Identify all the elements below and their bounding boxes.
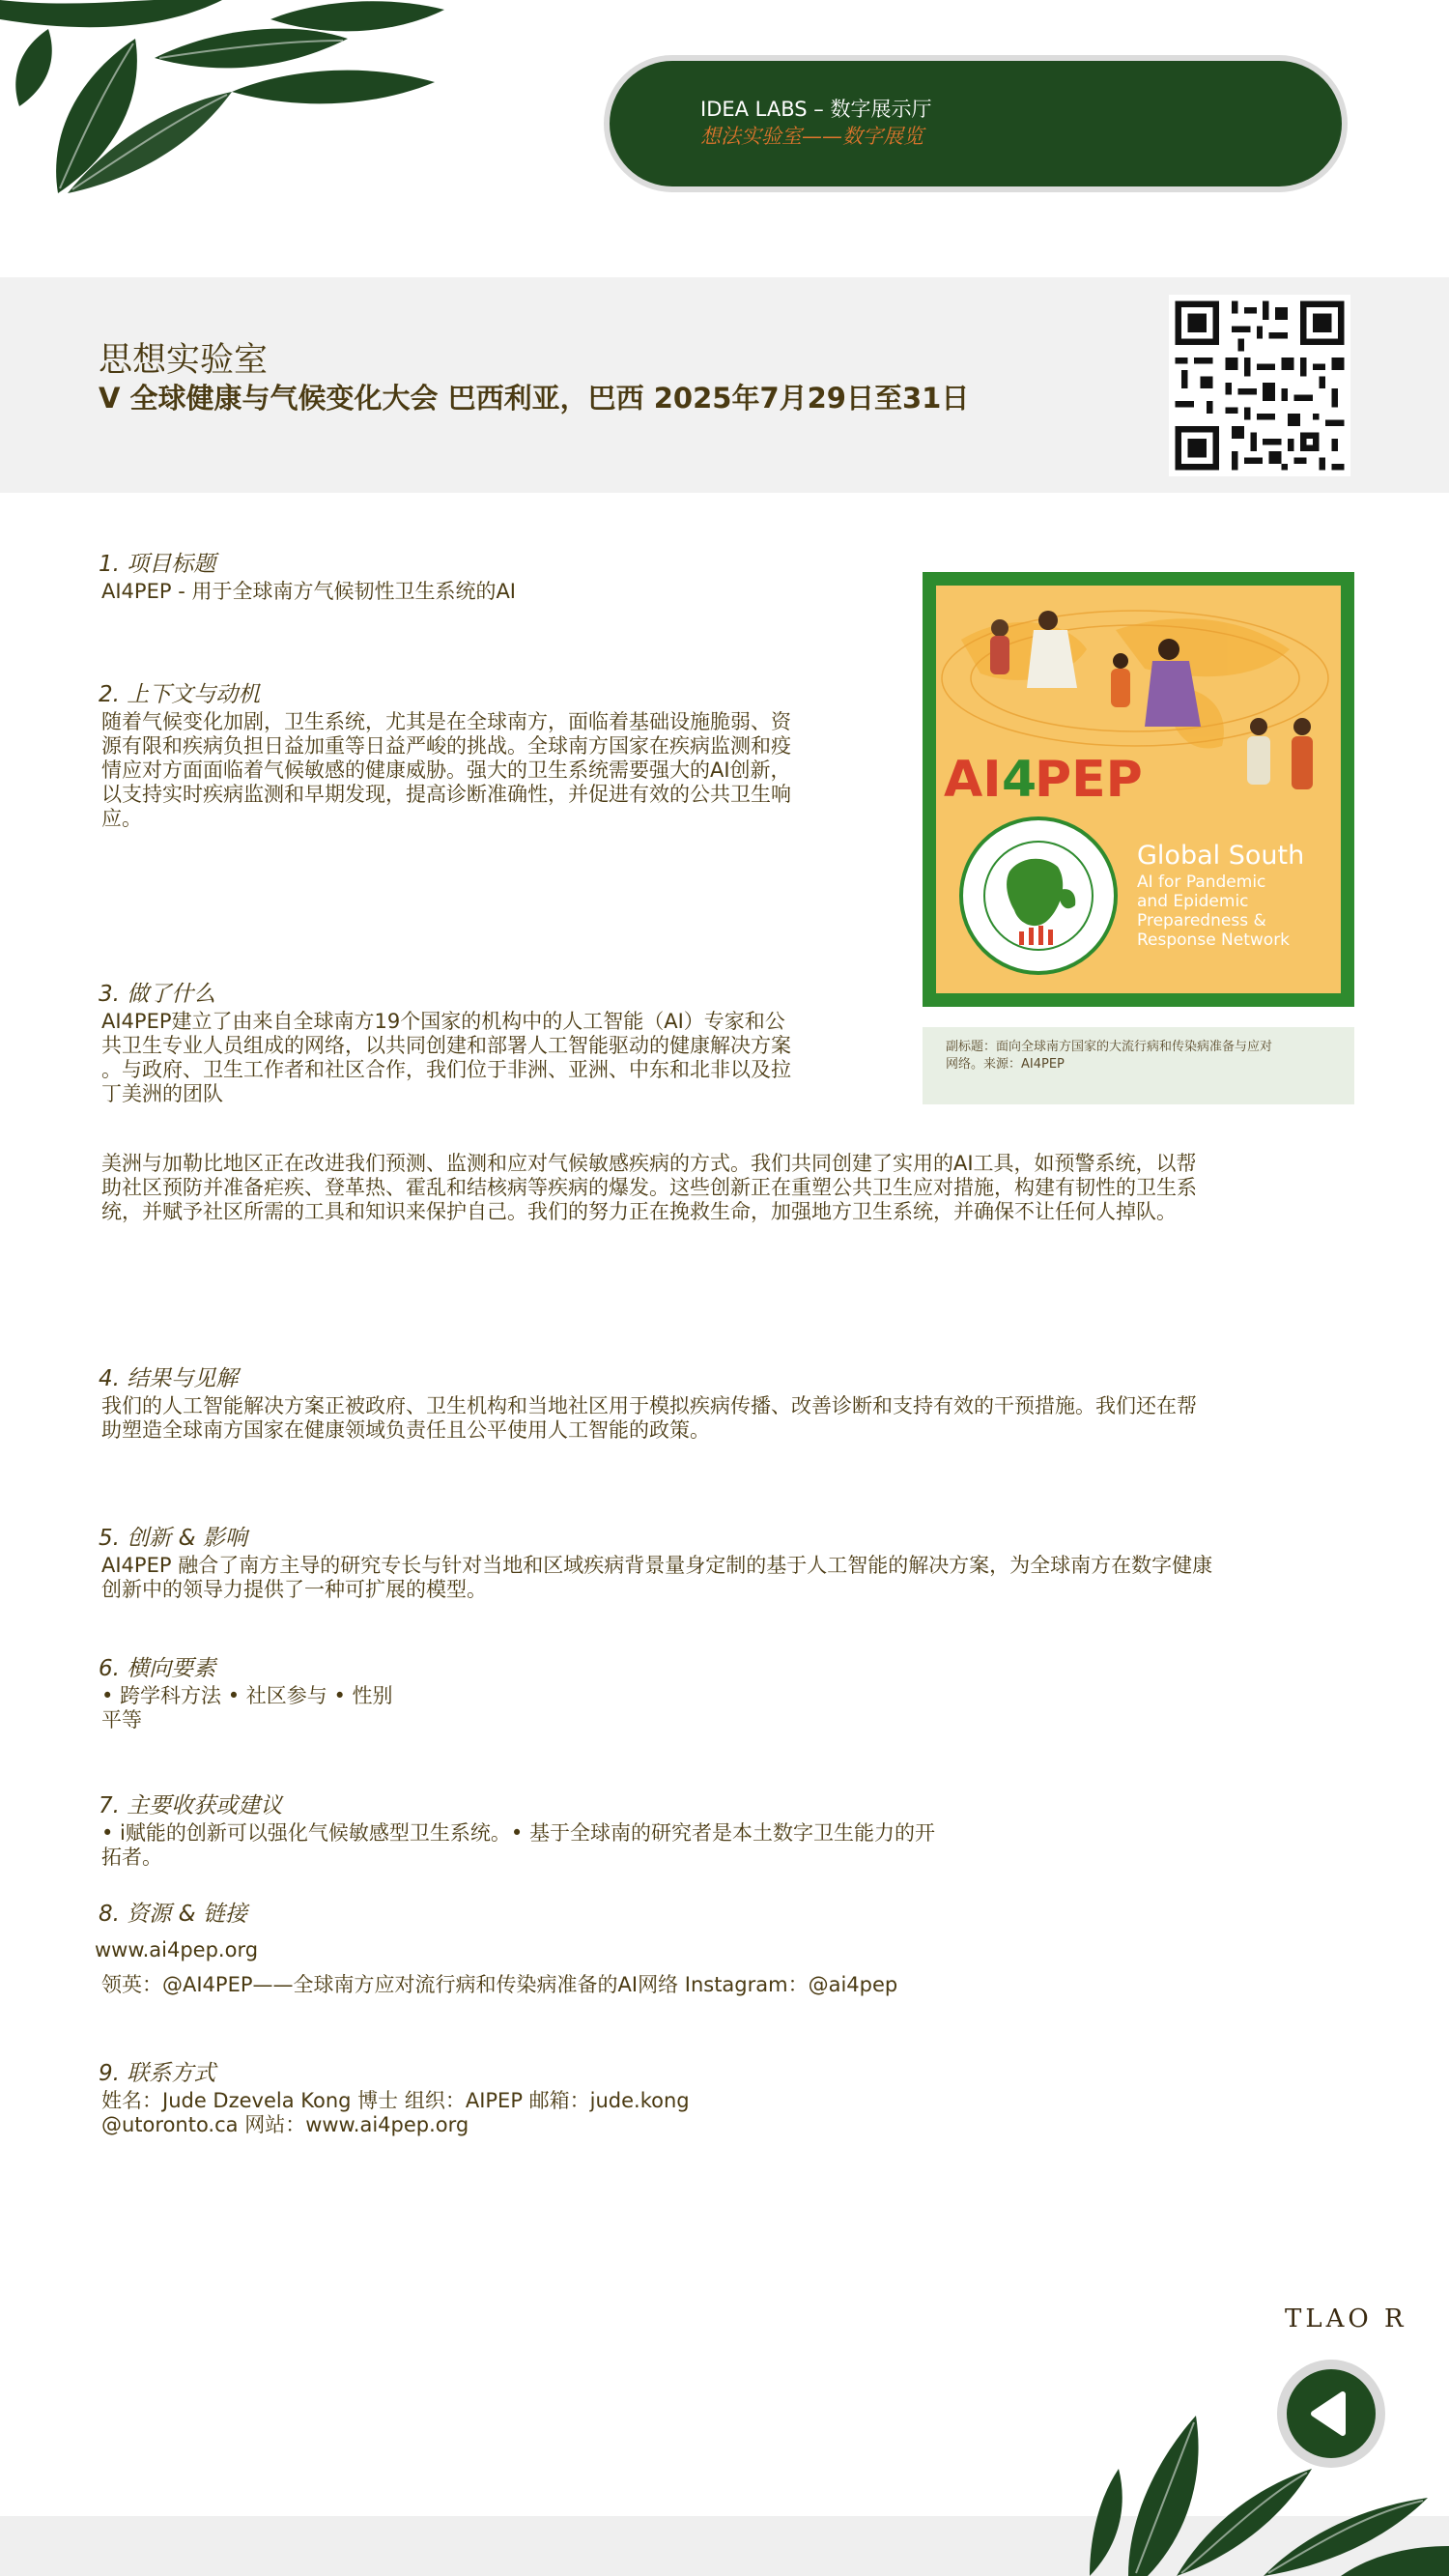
body-line: 我们的人工智能解决方案正被政府、卫生机构和当地社区用于模拟疾病传播、改善诊断和支持有效的干预措施。我们还在帮 [101,1394,1197,1417]
body-line: • i赋能的创新可以强化气候敏感型卫生系统。• 基于全球南的研究者是本土数字卫生能力的开 [101,1821,935,1845]
leaf-decoration-icon [0,0,454,203]
body-line: 情应对方面面临着气候敏感的健康威胁。强大的卫生系统需要强大的AI创新， [101,758,791,782]
pill-title: IDEA LABS – 数字展示厅 [700,98,932,121]
banner-title: 思想实验室 [99,341,269,380]
svg-text:Global South: Global South [1137,841,1305,871]
body-line: 美洲与加勒比地区正在改进我们预测、监测和应对气候敏感疾病的方式。我们共同创建了实用的AI工具，如预警系统，以帮 [101,1152,1197,1175]
image-caption [923,1027,1354,1104]
tlaor-label: TLAO R [1285,2304,1407,2333]
social-links[interactable]: 领英：@AI4PEP——全球南方应对流行病和传染病准备的AI网络 Instagram：@ai4pep [101,1973,898,1996]
body-line: 以支持实时疾病监测和早期发现，提高诊断准确性，并促进有效的公共卫生响 [101,783,791,806]
section-heading-contact: 9. 联系方式 [99,2061,216,2086]
section-heading-takeaways: 7. 主要收获或建议 [99,1793,283,1818]
body-line: 统，并赋予社区所需的工具和知识来保护自己。我们的努力正在挽救生命，加强地方卫生系统，并确保不让任何人掉队。 [101,1200,1177,1223]
section-body-results [101,1394,1197,1443]
section-body-cross-cutting [101,1684,393,1732]
section-heading-project-title: 1. 项目标题 [99,552,216,577]
section-body-takeaways [101,1821,935,1870]
body-line: 共卫生专业人员组成的网络，以共同创建和部署人工智能驱动的健康解决方案 [101,1034,791,1057]
body-line: 助塑造全球南方国家在健康领域负责任且公平使用人工智能的政策。 [101,1418,710,1442]
leaf-decoration-icon [1090,2401,1449,2576]
idea-labs-header-pill [604,55,1348,192]
svg-text:PEP: PEP [1035,751,1143,809]
qr-code-icon[interactable] [1169,295,1350,476]
body-line: @utoronto.ca 网站：www.ai4pep.org [101,2113,469,2136]
section-body-project-title [101,580,516,604]
body-line: 姓名：Jude Dzevela Kong 博士 组织：AIPEP 邮箱：jude.kong [101,2089,690,2112]
section-body-what-was-done [101,1010,791,1106]
section-heading-resources: 8. 资源 & 链接 [99,1902,247,1927]
ai4pep-network-image [923,572,1354,1007]
body-line: AI4PEP 融合了南方主导的研究专长与针对当地和区域疾病背景量身定制的基于人工智能的解决方案，为全球南方在数字健康 [101,1554,1213,1577]
body-line: AI4PEP建立了由来自全球南方19个国家的机构中的人工智能（AI）专家和公 [101,1010,785,1033]
section-body-innovation [101,1554,1212,1602]
svg-text:Response Network: Response Network [1137,930,1291,950]
section-heading-results: 4. 结果与见解 [99,1366,239,1391]
svg-text:Preparedness &: Preparedness & [1137,911,1266,930]
section-heading-innovation: 5. 创新 & 影响 [99,1526,247,1551]
section-body-contact [101,2089,690,2137]
body-line: 应。 [101,807,142,830]
caption-line: 副标题：面向全球南方国家的大流行病和传染病准备与应对 [946,1040,1273,1054]
section-heading-cross-cutting: 6. 横向要素 [99,1656,216,1681]
body-line: 。与政府、卫生工作者和社区合作，我们位于非洲、亚洲、中东和北非以及拉 [101,1058,791,1081]
body-line: 源有限和疾病负担日益加重等日益严峻的挑战。全球南方国家在疾病监测和疫 [101,734,791,758]
section-heading-what-was-done: 3. 做了什么 [99,982,216,1007]
body-line: AI4PEP - 用于全球南方气候韧性卫生系统的AI [101,580,517,603]
body-line: 随着气候变化加剧，卫生系统，尤其是在全球南方，面临着基础设施脆弱、资 [101,710,791,733]
pill-subtitle: 想法实验室——数字展览 [700,125,923,148]
body-line: 创新中的领导力提供了一种可扩展的模型。 [101,1578,487,1601]
body-line: • 跨学科方法 • 社区参与 • 性别 [101,1684,393,1707]
section-body-context [101,710,791,831]
play-icon[interactable] [1275,2358,1387,2470]
banner-subtitle: V 全球健康与气候变化大会 巴西利亚，巴西 2025年7月29日至31日 [99,382,970,415]
caption-line: 网络。来源：AI4PEP [946,1057,1065,1072]
svg-text:AI: AI [944,751,1002,809]
body-line: 助社区预防并准备疟疾、登革热、霍乱和结核病等疾病的爆发。这些创新正在重塑公共卫生应对措施，构建有韧性的卫生系 [101,1176,1197,1199]
svg-text:AI for Pandemic: AI for Pandemic [1137,873,1266,892]
svg-text:and Epidemic: and Epidemic [1137,892,1249,911]
body-line: 丁美洲的团队 [101,1082,223,1105]
website-link[interactable]: www.ai4pep.org [95,1938,259,1961]
section-body-what-was-done-continued [101,1152,1197,1224]
section-body-resources [95,1932,897,2002]
body-line: 拓者。 [101,1846,162,1869]
body-line: 平等 [101,1708,142,1732]
section-heading-context: 2. 上下文与动机 [99,682,261,707]
svg-text:4: 4 [1002,751,1037,809]
